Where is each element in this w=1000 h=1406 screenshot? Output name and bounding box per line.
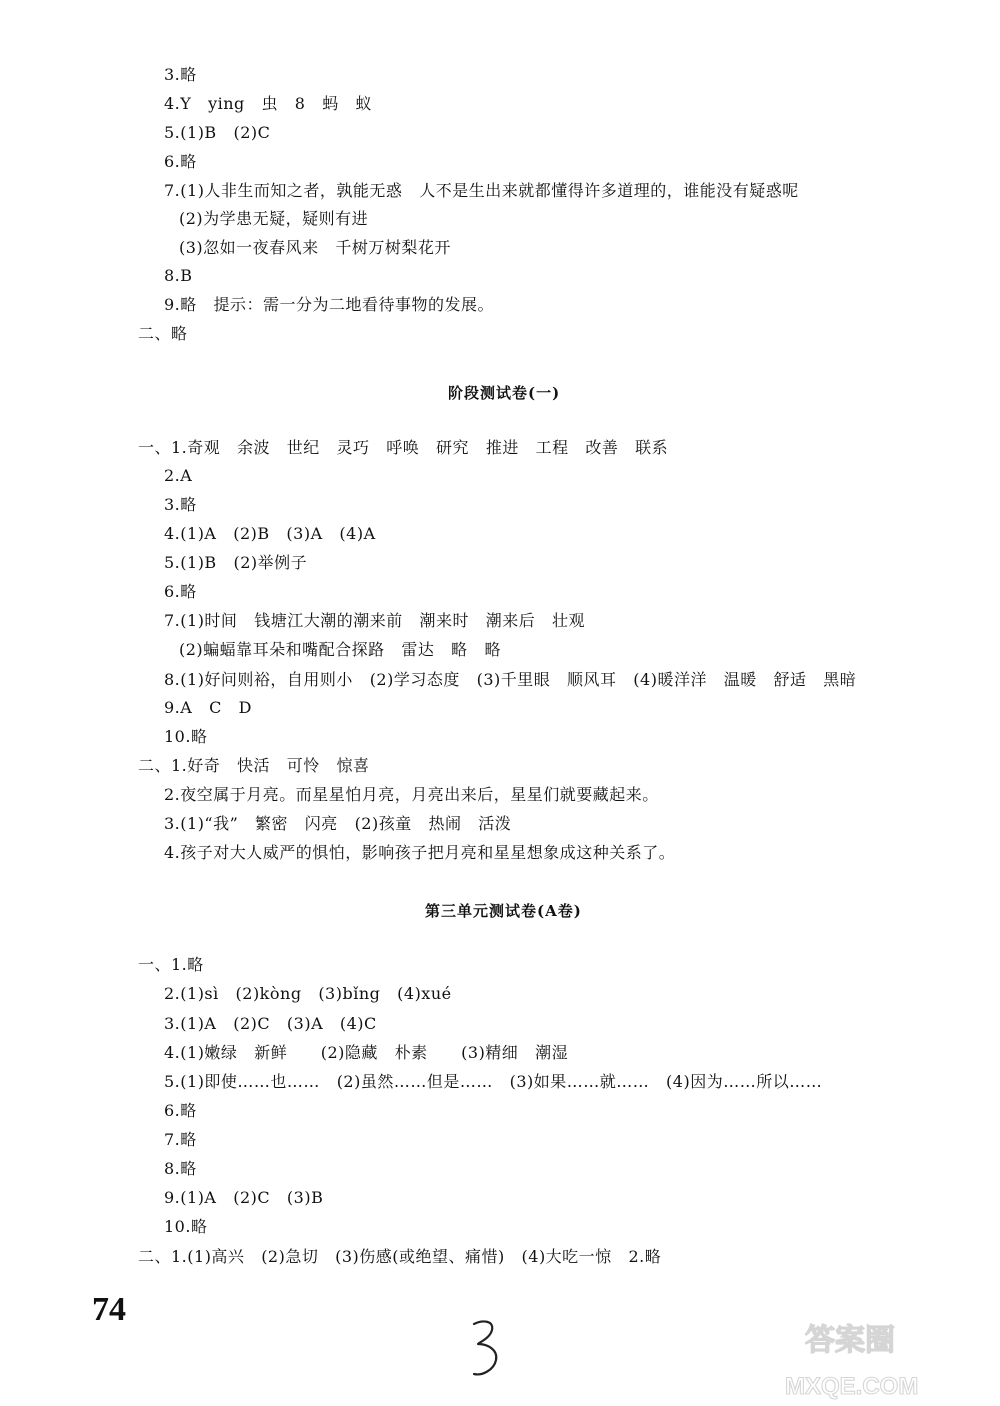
answer-line: 2.A bbox=[164, 466, 193, 485]
answer-line: 5.(1)即使……也…… (2)虽然……但是…… (3)如果……就…… (4)因为……所以…… bbox=[164, 1072, 823, 1091]
section-title: 阶段测试卷(一) bbox=[448, 384, 561, 402]
answer-line: 8.(1)好问则裕，自用则小 (2)学习态度 (3)千里眼 顺风耳 (4)暖洋洋 温暖 舒适 黑暗 bbox=[164, 670, 857, 689]
answer-line: 8.B bbox=[164, 266, 193, 285]
answer-line: 二、略 bbox=[138, 324, 188, 343]
answer-line: 5.(1)B (2)举例子 bbox=[164, 553, 308, 572]
section-title: 第三单元测试卷(A卷) bbox=[425, 902, 582, 920]
answer-line: 6.略 bbox=[164, 152, 197, 171]
svg-text:MXQE.COM: MXQE.COM bbox=[785, 1373, 919, 1400]
answer-line: (2)为学患无疑，疑则有进 bbox=[179, 209, 369, 228]
answer-line: 9.略 提示：需一分为二地看待事物的发展。 bbox=[164, 295, 495, 314]
page-number: 74 bbox=[92, 1291, 126, 1328]
answer-line: 3.略 bbox=[164, 65, 197, 84]
answer-line: 3.略 bbox=[164, 495, 197, 514]
answer-line: 7.(1)人非生而知之者，孰能无惑 人不是生出来就都懂得许多道理的，谁能没有疑惑呢 bbox=[164, 181, 799, 200]
answer-line: 6.略 bbox=[164, 582, 197, 601]
answer-line: 一、1.奇观 余波 世纪 灵巧 呼唤 研究 推进 工程 改善 联系 bbox=[138, 438, 669, 457]
watermark-logo bbox=[785, 1318, 990, 1404]
answer-line: 6.略 bbox=[164, 1101, 197, 1120]
answer-line: 4.(1)嫩绿 新鲜 (2)隐藏 朴素 (3)精细 潮湿 bbox=[164, 1043, 569, 1062]
answer-line: 5.(1)B (2)C bbox=[164, 123, 271, 142]
answer-line: 一、1.略 bbox=[138, 955, 204, 974]
answer-line: 2.夜空属于月亮。而星星怕月亮，月亮出来后，星星们就要藏起来。 bbox=[164, 785, 659, 804]
answer-line: (3)忽如一夜春风来 千树万树梨花开 bbox=[179, 238, 451, 257]
answer-line: 9.(1)A (2)C (3)B bbox=[164, 1188, 324, 1207]
answer-line: 2.(1)sì (2)kòng (3)bǐng (4)xué bbox=[164, 984, 452, 1003]
answer-line: 3.(1)“我” 繁密 闪亮 (2)孩童 热闹 活泼 bbox=[164, 814, 512, 833]
answer-line: 7.(1)时间 钱塘江大潮的潮来前 潮来时 潮来后 壮观 bbox=[164, 611, 585, 630]
answer-line: (2)蝙蝠靠耳朵和嘴配合探路 雷达 略 略 bbox=[179, 640, 501, 659]
handwritten-mark bbox=[468, 1318, 508, 1380]
answer-line: 10.略 bbox=[164, 727, 208, 746]
svg-text:答案圈: 答案圈 bbox=[805, 1324, 895, 1357]
answer-line: 4.孩子对大人威严的惧怕，影响孩子把月亮和星星想象成这种关系了。 bbox=[164, 843, 676, 862]
answer-line: 7.略 bbox=[164, 1130, 197, 1149]
answer-line: 4.Y ying 虫 8 蚂 蚁 bbox=[164, 94, 373, 113]
answer-line: 10.略 bbox=[164, 1217, 208, 1236]
answer-line: 9.A C D bbox=[164, 698, 252, 717]
answer-line: 4.(1)A (2)B (3)A (4)A bbox=[164, 524, 376, 543]
answer-line: 二、1.(1)高兴 (2)急切 (3)伤感(或绝望、痛惜) (4)大吃一惊 2.略 bbox=[138, 1247, 662, 1266]
answer-line: 3.(1)A (2)C (3)A (4)C bbox=[164, 1014, 377, 1033]
answer-line: 二、1.好奇 快活 可怜 惊喜 bbox=[138, 756, 370, 775]
answer-line: 8.略 bbox=[164, 1159, 197, 1178]
